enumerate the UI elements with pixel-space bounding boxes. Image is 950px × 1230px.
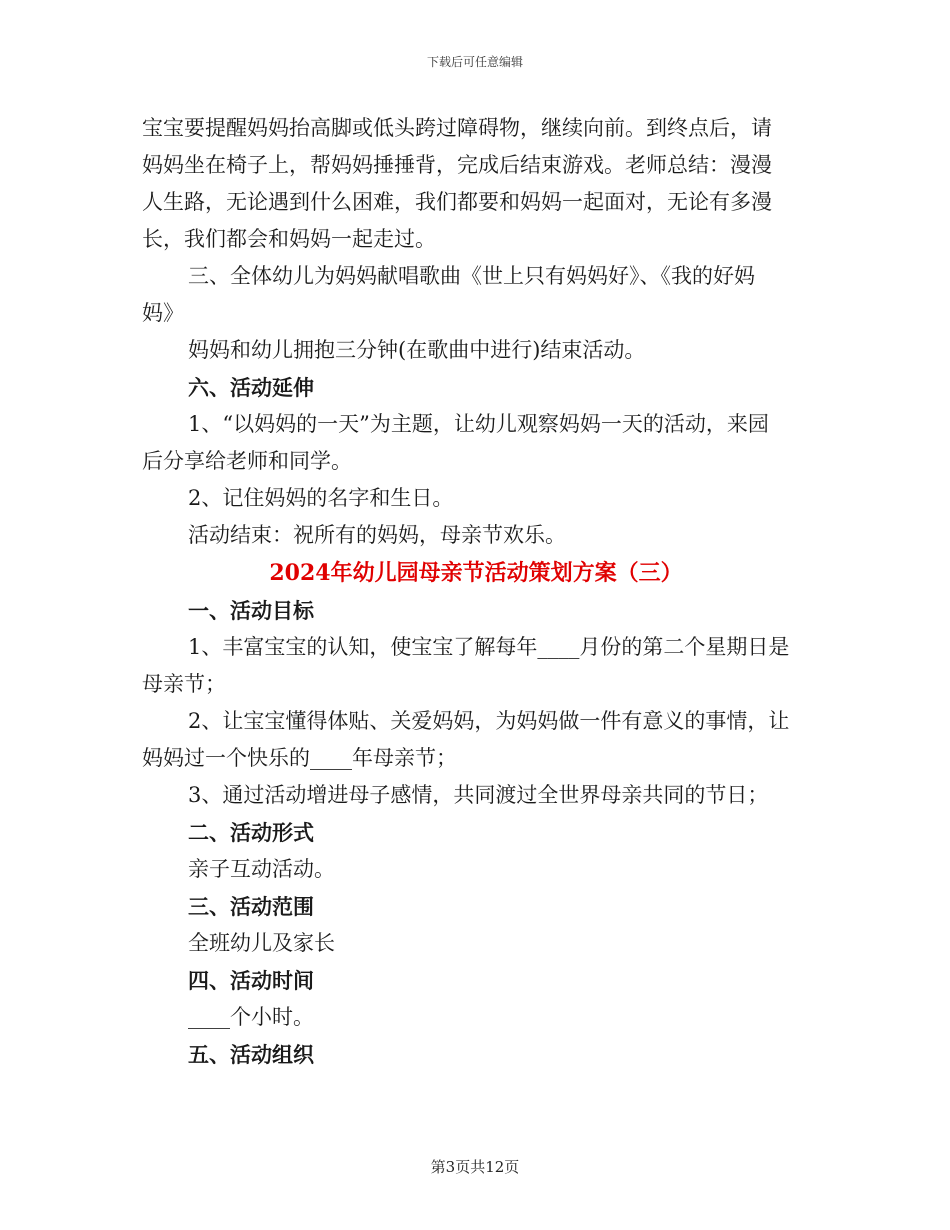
paragraph-line: 妈妈坐在椅子上，帮妈妈捶捶背，完成后结束游戏。老师总结：漫漫 — [142, 153, 772, 177]
paragraph-line: 1、“以妈妈的一天”为主题，让幼儿观察妈妈一天的活动，来园 — [188, 412, 769, 436]
section-heading: 二、活动形式 — [188, 820, 314, 845]
document-body — [142, 110, 810, 1073]
paragraph-line: 妈妈过一个快乐的____年母亲节； — [142, 746, 457, 770]
paragraph-line: 长，我们都会和妈妈一起走过。 — [142, 227, 436, 251]
paragraph-line: 亲子互动活动。 — [188, 857, 335, 881]
section-heading: 一、活动目标 — [188, 598, 314, 623]
paragraph-line: ____个小时。 — [188, 1005, 314, 1029]
paragraph-line: 三、全体幼儿为妈妈献唱歌曲《世上只有妈妈好》、《我的好妈 — [188, 264, 755, 288]
paragraph-line: 全班幼儿及家长 — [188, 931, 335, 955]
paragraph-line: 1、丰富宝宝的认知，使宝宝了解每年____月份的第二个星期日是 — [188, 635, 790, 659]
section-heading: 六、活动延伸 — [188, 375, 314, 400]
paragraph-line: 母亲节； — [142, 672, 226, 696]
page-number-footer: 第3页共12页 — [430, 1158, 520, 1176]
paragraph-line: 2、记住妈妈的名字和生日。 — [188, 486, 454, 510]
paragraph-line: 妈妈和幼儿拥抱三分钟(在歌曲中进行)结束活动。 — [188, 338, 646, 362]
paragraph-line: 活动结束：祝所有的妈妈，母亲节欢乐。 — [188, 523, 566, 547]
paragraph-line: 后分享给老师和同学。 — [142, 449, 352, 473]
paragraph-line: 3、通过活动增进母子感情，共同渡过全世界母亲共同的节日； — [188, 783, 769, 807]
paragraph-line: 妈》 — [142, 301, 184, 325]
section-heading: 三、活动范围 — [188, 894, 314, 919]
section-heading: 四、活动时间 — [188, 968, 314, 993]
paragraph-line: 宝宝要提醒妈妈抬高脚或低头跨过障碍物，继续向前。到终点后，请 — [142, 116, 772, 140]
page-header-note: 下载后可任意编辑 — [426, 55, 523, 69]
paragraph-line: 人生路，无论遇到什么困难，我们都要和妈妈一起面对，无论有多漫 — [142, 190, 772, 214]
document-section-title: 2024年幼儿园母亲节活动策划方案（三） — [269, 560, 683, 586]
section-heading: 五、活动组织 — [188, 1042, 314, 1067]
paragraph-line: 2、让宝宝懂得体贴、关爱妈妈，为妈妈做一件有意义的事情，让 — [188, 709, 790, 733]
